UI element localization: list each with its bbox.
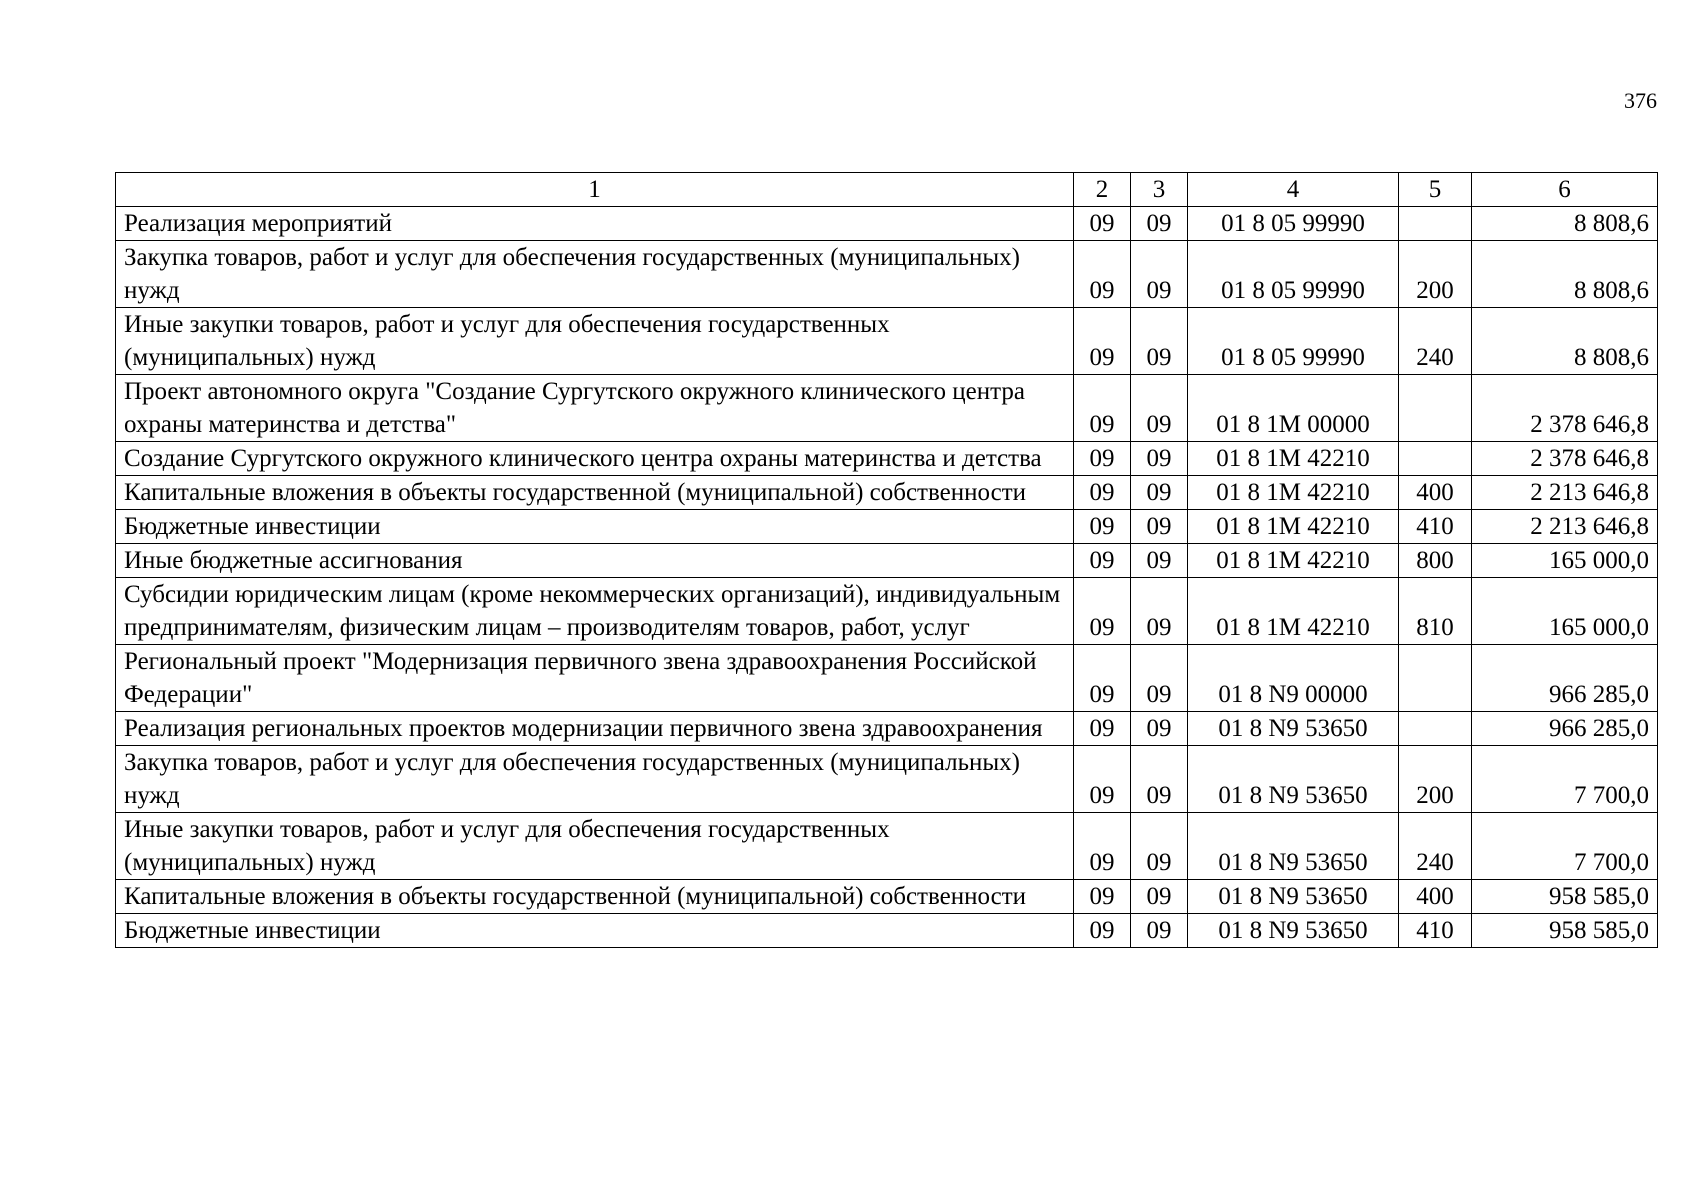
row-section-code: 09 [1074, 712, 1131, 746]
row-subsection-code: 09 [1131, 207, 1188, 241]
row-target-article: 01 8 N9 53650 [1188, 746, 1399, 813]
row-subsection-code: 09 [1131, 746, 1188, 813]
row-name: Проект автономного округа "Создание Сургутского окружного клинического центра охраны материнства и детства" [116, 375, 1074, 442]
row-section-code: 09 [1074, 880, 1131, 914]
row-name: Реализация региональных проектов модернизации первичного звена здравоохранения [116, 712, 1074, 746]
row-section-code: 09 [1074, 510, 1131, 544]
page-number: 376 [1624, 88, 1657, 113]
row-section-code: 09 [1074, 578, 1131, 645]
row-amount: 2 378 646,8 [1472, 442, 1658, 476]
table-row [116, 308, 1658, 375]
row-name: Иные закупки товаров, работ и услуг для обеспечения государственных (муниципальных) нужд [116, 813, 1074, 880]
table-row [116, 880, 1658, 914]
table-row [116, 442, 1658, 476]
row-target-article: 01 8 1М 42210 [1188, 544, 1399, 578]
column-header-6: 6 [1472, 173, 1658, 207]
row-expense-type [1399, 712, 1472, 746]
row-name: Иные закупки товаров, работ и услуг для обеспечения государственных (муниципальных) нужд [116, 308, 1074, 375]
row-subsection-code: 09 [1131, 880, 1188, 914]
row-target-article: 01 8 1М 42210 [1188, 476, 1399, 510]
table-row [116, 241, 1658, 308]
row-target-article: 01 8 05 99990 [1188, 308, 1399, 375]
table-row [116, 375, 1658, 442]
row-name: Капитальные вложения в объекты государственной (муниципальной) собственности [116, 880, 1074, 914]
row-amount: 165 000,0 [1472, 578, 1658, 645]
row-subsection-code: 09 [1131, 510, 1188, 544]
row-name: Реализация мероприятий [116, 207, 1074, 241]
row-name: Бюджетные инвестиции [116, 510, 1074, 544]
row-target-article: 01 8 N9 53650 [1188, 712, 1399, 746]
row-target-article: 01 8 1М 42210 [1188, 442, 1399, 476]
table-row [116, 544, 1658, 578]
row-subsection-code: 09 [1131, 544, 1188, 578]
table-header-row [116, 173, 1658, 207]
column-header-5: 5 [1399, 173, 1472, 207]
table-row [116, 746, 1658, 813]
row-subsection-code: 09 [1131, 813, 1188, 880]
row-name: Иные бюджетные ассигнования [116, 544, 1074, 578]
row-name: Закупка товаров, работ и услуг для обеспечения государственных (муниципальных) нужд [116, 241, 1074, 308]
row-amount: 2 378 646,8 [1472, 375, 1658, 442]
row-expense-type: 400 [1399, 880, 1472, 914]
row-subsection-code: 09 [1131, 712, 1188, 746]
row-expense-type: 200 [1399, 241, 1472, 308]
row-subsection-code: 09 [1131, 308, 1188, 375]
row-subsection-code: 09 [1131, 645, 1188, 712]
row-target-article: 01 8 05 99990 [1188, 241, 1399, 308]
table-row [116, 476, 1658, 510]
table-row [116, 712, 1658, 746]
row-expense-type: 810 [1399, 578, 1472, 645]
row-target-article: 01 8 N9 00000 [1188, 645, 1399, 712]
column-header-2: 2 [1074, 173, 1131, 207]
row-name: Бюджетные инвестиции [116, 914, 1074, 948]
row-amount: 7 700,0 [1472, 813, 1658, 880]
row-section-code: 09 [1074, 375, 1131, 442]
row-amount: 7 700,0 [1472, 746, 1658, 813]
row-section-code: 09 [1074, 308, 1131, 375]
row-expense-type [1399, 645, 1472, 712]
table-row [116, 578, 1658, 645]
row-amount: 8 808,6 [1472, 308, 1658, 375]
row-subsection-code: 09 [1131, 241, 1188, 308]
row-section-code: 09 [1074, 813, 1131, 880]
row-subsection-code: 09 [1131, 442, 1188, 476]
row-amount: 2 213 646,8 [1472, 510, 1658, 544]
row-section-code: 09 [1074, 241, 1131, 308]
row-name: Закупка товаров, работ и услуг для обеспечения государственных (муниципальных) нужд [116, 746, 1074, 813]
column-header-4: 4 [1188, 173, 1399, 207]
table-row [116, 914, 1658, 948]
table-row [116, 813, 1658, 880]
row-target-article: 01 8 N9 53650 [1188, 914, 1399, 948]
row-name: Региональный проект "Модернизация первичного звена здравоохранения Российской Федерации" [116, 645, 1074, 712]
row-section-code: 09 [1074, 442, 1131, 476]
row-expense-type: 240 [1399, 308, 1472, 375]
row-expense-type: 410 [1399, 914, 1472, 948]
row-target-article: 01 8 N9 53650 [1188, 880, 1399, 914]
row-section-code: 09 [1074, 207, 1131, 241]
row-target-article: 01 8 1М 00000 [1188, 375, 1399, 442]
column-header-3: 3 [1131, 173, 1188, 207]
row-amount: 958 585,0 [1472, 880, 1658, 914]
row-amount: 2 213 646,8 [1472, 476, 1658, 510]
table-row [116, 207, 1658, 241]
row-amount: 958 585,0 [1472, 914, 1658, 948]
row-target-article: 01 8 05 99990 [1188, 207, 1399, 241]
row-amount: 966 285,0 [1472, 712, 1658, 746]
budget-table [115, 172, 1658, 948]
row-expense-type: 240 [1399, 813, 1472, 880]
row-amount: 8 808,6 [1472, 241, 1658, 308]
row-section-code: 09 [1074, 746, 1131, 813]
row-subsection-code: 09 [1131, 375, 1188, 442]
row-name: Субсидии юридическим лицам (кроме некоммерческих организаций), индивидуальным предпринимателям, физическим лицам – производителям товаров, работ, услуг [116, 578, 1074, 645]
row-amount: 8 808,6 [1472, 207, 1658, 241]
row-subsection-code: 09 [1131, 914, 1188, 948]
row-section-code: 09 [1074, 645, 1131, 712]
row-expense-type: 400 [1399, 476, 1472, 510]
row-amount: 165 000,0 [1472, 544, 1658, 578]
table-row [116, 510, 1658, 544]
row-target-article: 01 8 1М 42210 [1188, 578, 1399, 645]
row-section-code: 09 [1074, 476, 1131, 510]
column-header-1: 1 [116, 173, 1074, 207]
row-subsection-code: 09 [1131, 578, 1188, 645]
row-section-code: 09 [1074, 544, 1131, 578]
row-expense-type: 800 [1399, 544, 1472, 578]
row-expense-type: 410 [1399, 510, 1472, 544]
row-name: Капитальные вложения в объекты государственной (муниципальной) собственности [116, 476, 1074, 510]
row-subsection-code: 09 [1131, 476, 1188, 510]
row-expense-type: 200 [1399, 746, 1472, 813]
row-amount: 966 285,0 [1472, 645, 1658, 712]
table-row [116, 645, 1658, 712]
row-expense-type [1399, 375, 1472, 442]
row-name: Создание Сургутского окружного клинического центра охраны материнства и детства [116, 442, 1074, 476]
row-target-article: 01 8 N9 53650 [1188, 813, 1399, 880]
row-expense-type [1399, 442, 1472, 476]
row-target-article: 01 8 1М 42210 [1188, 510, 1399, 544]
row-expense-type [1399, 207, 1472, 241]
row-section-code: 09 [1074, 914, 1131, 948]
